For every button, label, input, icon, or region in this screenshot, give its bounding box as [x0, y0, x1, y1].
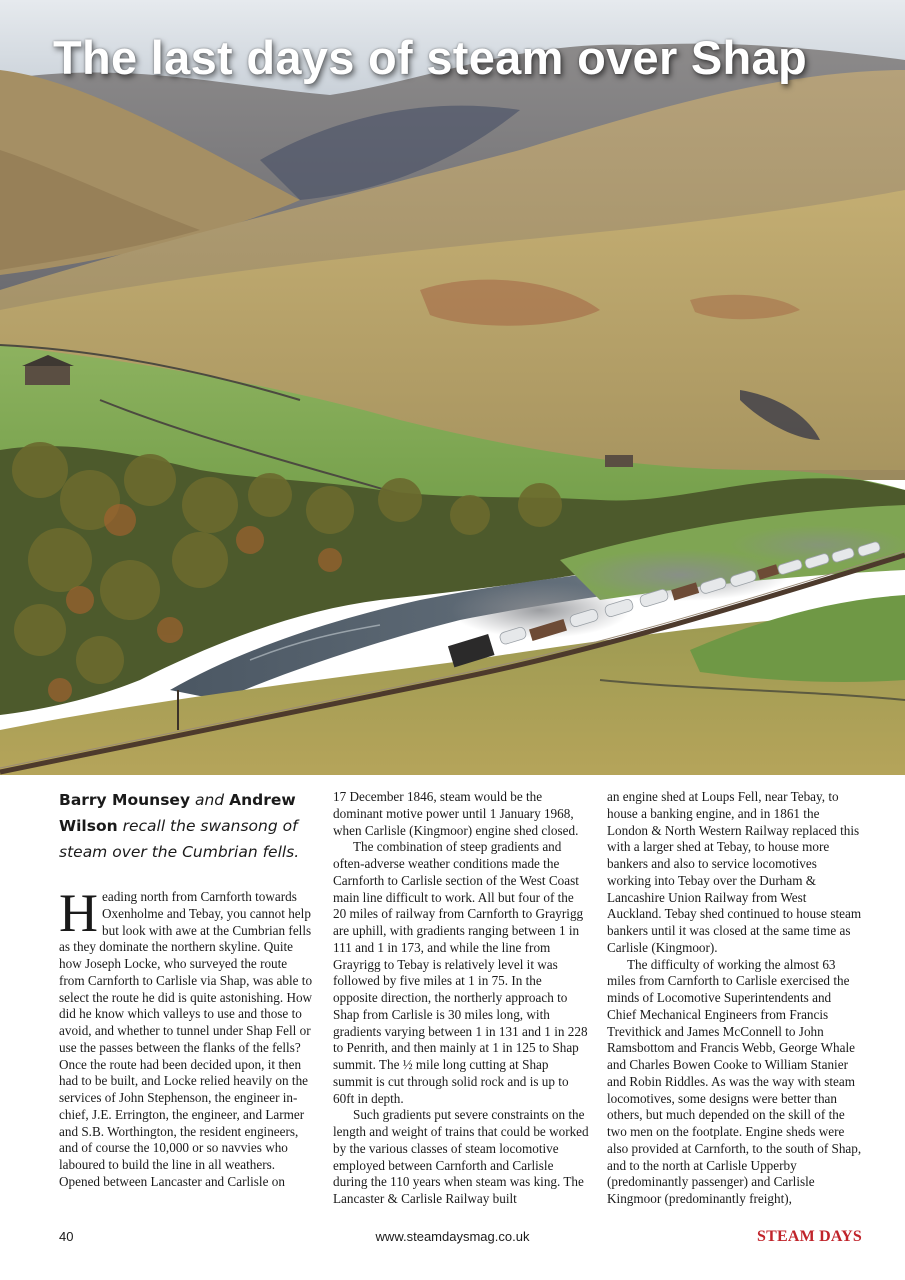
body-paragraph: The difficulty of working the almost 63 miles from Carnforth to Carlisle exercised the minds of Locomotive Superintendents and Chief Mechanical Engineers from Francis Trevithick and James McConnell to John Ramsbottom and Francis Webb, George Whale and Charles Bowen Cooke to William Stanier and Robin Riddles. As was the way with steam locomotives, some designs were better than others, but much depended on the skill of the two men on the footplate. Engine sheds were also provided at Carnforth, to the south of Shap, and to the north at Carlisle Upperby (predominantly passenger) and Carlisle Kingmoor (predominantly freight), — [607, 956, 862, 1206]
body-paragraph: an engine shed at Loups Fell, near Tebay, to house a banking engine, and in 1861 the London & North Western Railway replaced this with a larger shed at Tebay, to house more bankers and also to service locomotives working into Tebay over the Durham & Lancashire Union Railway from West Auckland. Tebay shed continued to house steam bankers until it was closed at the same time as Carlisle (Kingmoor). — [607, 789, 862, 955]
standfirst-tagline: recall the swansong of steam over the Cumbrian fells. — [59, 817, 300, 861]
page-footer — [0, 1229, 905, 1249]
body-paragraph — [59, 883, 315, 1191]
magazine-logo: STEAM DAYS — [757, 1228, 862, 1245]
author-name: Barry Mounsey — [59, 791, 191, 809]
page-number: 40 — [59, 1229, 74, 1244]
byline-and: and — [194, 791, 225, 809]
standfirst — [59, 787, 309, 865]
website-link[interactable]: www.steamdaysmag.co.uk — [375, 1229, 530, 1244]
drop-cap: H — [59, 883, 98, 943]
farmhouse-icon — [25, 365, 70, 385]
body-paragraph: 17 December 1846, steam would be the dominant motive power until 1 January 1968, when Carlisle (Kingmoor) engine shed closed. — [333, 789, 579, 838]
article-headline: The last days of steam over Shap — [52, 31, 808, 84]
text-column-3 — [607, 789, 863, 1208]
paragraph-text: eading north from Carnforth towards Oxenholme and Tebay, you cannot help but look with awe at the Cumbrian fells as they dominate the northern skyline. Quite how Joseph Locke, who surveyed the route from Carnforth to Carlisle via Shap, was able to select the route he did is quite astonishing. How did he know which valleys to use and those to avoid, and whether to tunnel under Shap Fell or use the passes between the flanks of the fells? Once the route had been decided upon, it then had to be built, and Locke relied heavily on the services of John Stephenson, the engineer in-chief, J.E. Errington, the engineer, and Larmer and S.B. Worthington, the resident engineers, and of course the 10,000 or so navvies who laboured to build the line in all weathers. Opened between Lancaster and Carlisle on — [59, 889, 313, 1189]
text-column-2 — [333, 789, 589, 1208]
body-paragraph: The combination of steep gradients and often-adverse weather conditions made the Carnforth to Carlisle section of the West Coast main line difficult to work. All but four of the 20 miles of railway from Carnforth to Grayrigg are uphill, with gradients ranging between 1 in 111 and 1 in 173, and while the line from Grayrigg to Tebay is relatively level it was followed by five miles at 1 in 75. In the opposite direction, the northerly approach to Shap from Carlisle is 30 miles long, with gradients varying between 1 in 131 and 1 in 228 to Penrith, and then mainly at 1 in 125 to Shap summit. The ½ mile long cutting at Shap summit is cut through solid rock and is up to 60ft in depth. — [333, 839, 588, 1106]
body-paragraph: Such gradients put severe constraints on the length and weight of trains that could be worked by the various classes of steam locomotive employed between Carnforth and Carlisle during the 110 years when steam was king. The Lancaster & Carlisle Railway built — [333, 1107, 589, 1206]
author-name: Andrew Wilson — [59, 791, 296, 835]
text-column-1 — [59, 883, 315, 1191]
